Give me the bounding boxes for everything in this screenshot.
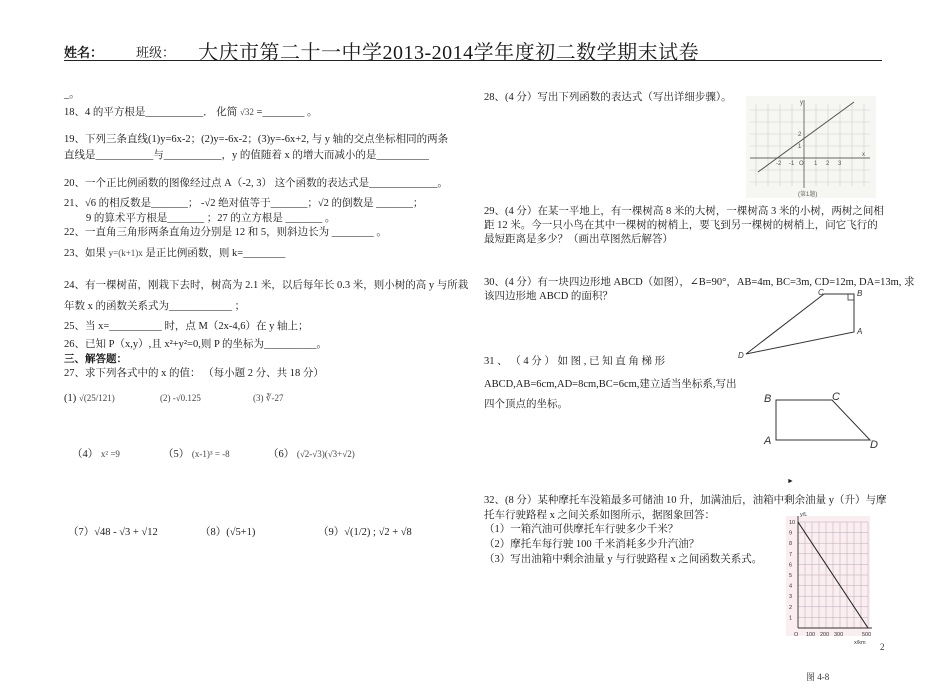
question-32-line1: 32、(8 分）某种摩托车没箱最多可储油 10 升，加满油后，油箱中剩余油量 y（升）与摩 <box>484 495 887 506</box>
q32-fuel-chart <box>768 508 878 658</box>
question-21-line1: 21、√6 的相反数是_______； -√2 绝对值等于_______；√2 的倒数是 _______； <box>64 198 424 209</box>
question-31-line3: 四个顶点的坐标。 <box>484 399 568 410</box>
question-20: 20、一个正比例函数的图像经过点 A（-2, 3） 这个函数的表达式是_____________。 <box>64 178 448 189</box>
q32-figure-caption: 图 4-8 <box>806 672 830 682</box>
q32-x-tick-label: 500 <box>862 632 872 638</box>
q32-y-tick-label: 1 <box>789 615 793 622</box>
question-18 <box>64 105 318 120</box>
question-23-math: y=(k+1)x <box>108 248 143 258</box>
q31-label-a: A <box>764 435 772 447</box>
question-24-line1: 24、有一棵树苗，刚栽下去时，树高为 2.1 米，以后每年长 0.3 米，则小树的高 y 与所栽 <box>64 280 469 291</box>
q32-y-tick-label: 9 <box>789 530 793 537</box>
q30-quadrilateral <box>746 294 854 354</box>
q28-tick-neg1: -1 <box>789 161 795 167</box>
q27-part-9: （9）√(1/2) ; √2 + √8 <box>318 527 412 538</box>
section-3-heading: 三、解答题： <box>64 354 127 365</box>
question-26: 26、已知 P（x,y）,且 x²+y²=0,则 P 的坐标为__________。 <box>64 339 328 350</box>
question-31-line1: 31 、 （ 4 分 ） 如 图 , 已 知 直 角 梯 形 <box>484 356 666 367</box>
q32-x-tick-label: 200 <box>820 632 830 638</box>
question-30-line1: 30、(4 分）有一块四边形地 ABCD（如图），∠B=90°，AB=4m, BC=3m, CD=12m, DA=13m, 求 <box>484 277 915 288</box>
question-29-line3: 最短距离是多少？（画出草图然后解答） <box>484 234 673 245</box>
q32-y-tick-label: 4 <box>789 583 793 590</box>
question-22: 22、一直角三角形两条直角边分别是 12 和 5，则斜边长为 ________ 。 <box>64 227 387 238</box>
q30-label-b: B <box>857 289 863 298</box>
q27-part-7: （7）√48 - √3 + √12 <box>68 527 158 538</box>
q27-part-6-math: (√2-√3)(√3+√2) <box>296 449 355 459</box>
question-25: 25、当 x=__________ 时，点 M（2x-4,6）在 y 轴上； <box>64 321 309 332</box>
q28-ytick-2: 2 <box>798 132 802 138</box>
q27-part-1-math: √(25/121) <box>78 393 115 403</box>
q32-y-tick-label: 8 <box>789 541 793 548</box>
q32-x-tick-label: 300 <box>834 632 844 638</box>
q28-tick-origin: O <box>799 161 804 167</box>
fragment-text: _。 <box>64 89 80 100</box>
q32-y-axis-label: y/L <box>800 512 808 518</box>
q27-part-4-label: （4） <box>72 449 99 460</box>
q28-tick-2: 2 <box>826 161 830 167</box>
question-21-line2: 9 的算术平方根是_______ ；27 的立方根是 _______ 。 <box>86 213 336 224</box>
question-19-line2: 直线是___________与___________，y 的值随着 x 的增大而减小的是__________ <box>64 150 429 161</box>
q28-y-label: y <box>800 100 803 106</box>
question-30-line2: 该四边形地 ABCD 的面积？ <box>484 291 613 302</box>
q32-y-tick-label: 10 <box>789 520 796 526</box>
q32-y-tick-label: 5 <box>789 573 793 579</box>
question-23 <box>64 246 285 261</box>
q27-part-1 <box>64 391 115 406</box>
q30-label-d: D <box>738 351 744 360</box>
q32-x-axis-label: x/km <box>854 640 866 646</box>
q28-tick-3: 3 <box>838 161 842 167</box>
q31-label-c: C <box>832 391 840 403</box>
q27-part-6-label: （6） <box>268 449 295 460</box>
question-18-tail: =________ 。 <box>256 107 318 118</box>
q32-y-tick-label: 7 <box>789 551 793 558</box>
q32-x-tick-label: 100 <box>806 632 816 638</box>
q28-caption: (第1题) <box>798 192 818 198</box>
q30-right-angle-mark <box>848 294 854 300</box>
exam-title: 大庆市第二十一中学2013-2014学年度初二数学期末试卷 <box>198 42 700 64</box>
q31-label-d: D <box>870 439 878 451</box>
q27-part-1-label: (1) <box>64 393 77 404</box>
q28-tick-neg2: -2 <box>776 161 782 167</box>
q27-part-5-label: （5） <box>163 449 190 460</box>
question-29-line1: 29、(4 分）在某一平地上，有一棵树高 8 米的大树，一棵树高 3 米的小树，两树之间相 <box>484 206 884 217</box>
q28-tick-1: 1 <box>814 161 818 167</box>
q30-label-c: C <box>818 288 824 297</box>
q32-y-tick-label: 3 <box>789 594 793 601</box>
q28-graph-bg <box>746 96 876 198</box>
question-18-math: √32 <box>239 107 254 117</box>
q31-label-b: B <box>764 393 772 405</box>
question-23-pre: 23、如果 <box>64 248 106 259</box>
q27-part-4-math: x² =9 <box>100 449 120 459</box>
question-24-line2: 年数 x 的函数关系式为____________ ； <box>64 301 246 312</box>
q27-part-8: （8）(√5+1) <box>200 527 256 538</box>
question-23-post: 是正比例函数，则 k=________ <box>145 248 286 259</box>
q30-label-a: A <box>857 327 863 336</box>
q31-trapezoid-figure <box>760 386 884 452</box>
q27-part-2: (2) -√0.125 <box>160 393 201 403</box>
q27-part-4 <box>72 447 120 462</box>
q27-part-3: (3) ∛-27 <box>253 393 284 403</box>
question-32-line5: （3）写出油箱中剩余油量 y 与行驶路程 x 之间函数关系式。 <box>484 554 763 565</box>
arrow-mark: ► <box>787 477 794 485</box>
question-32-line2: 托车行驶路程 x 之间关系如图所示，据图象回答： <box>484 510 715 521</box>
q32-y-tick-label: 6 <box>789 562 793 569</box>
question-19-line1: 19、下列三条直线(1)y=6x-2；(2)y=-6x-2；(3)y=-6x+2, 与 y 轴的交点坐标相同的两条 <box>64 134 449 145</box>
q32-chart-bg <box>786 516 870 636</box>
q28-ytick-1: 1 <box>798 144 802 150</box>
header-rule <box>64 60 882 61</box>
q32-y-tick-label: 2 <box>789 604 793 611</box>
name-label: 姓名： <box>64 45 104 60</box>
question-29-line2: 距 12 米。今一只小鸟在其中一棵树的树梢上，要飞到另一棵树的树梢上，问它飞行的 <box>484 220 878 231</box>
q30-quadrilateral-figure <box>736 284 870 360</box>
question-32-line4: （2）摩托车每行驶 100 千米消耗多少升汽油？ <box>484 539 700 550</box>
question-18-text: 18、4 的平方根是___________． 化简 <box>64 107 238 118</box>
question-27: 27、求下列各式中的 x 的值： （每小题 2 分、共 18 分） <box>64 368 324 379</box>
q27-part-5 <box>163 447 230 462</box>
question-31-line2: ABCD,AB=6cm,AD=8cm,BC=6cm,建立适当坐标系,写出 <box>484 379 737 390</box>
q27-part-5-math: (x-1)³ = -8 <box>191 449 230 459</box>
q27-part-6 <box>268 447 355 462</box>
q28-graph-figure <box>746 96 876 198</box>
question-28: 28、(4 分）写出下列函数的表达式（写出详细步骤）。 <box>484 92 732 103</box>
page-number: 2 <box>880 642 885 652</box>
q31-trapezoid <box>776 400 870 440</box>
class-label: 班级： <box>136 45 176 60</box>
q32-x-tick-label: O <box>794 632 799 638</box>
question-32-line3: （1）一箱汽油可供摩托车行驶多少千米？ <box>484 524 679 535</box>
q28-x-label: x <box>862 152 865 158</box>
